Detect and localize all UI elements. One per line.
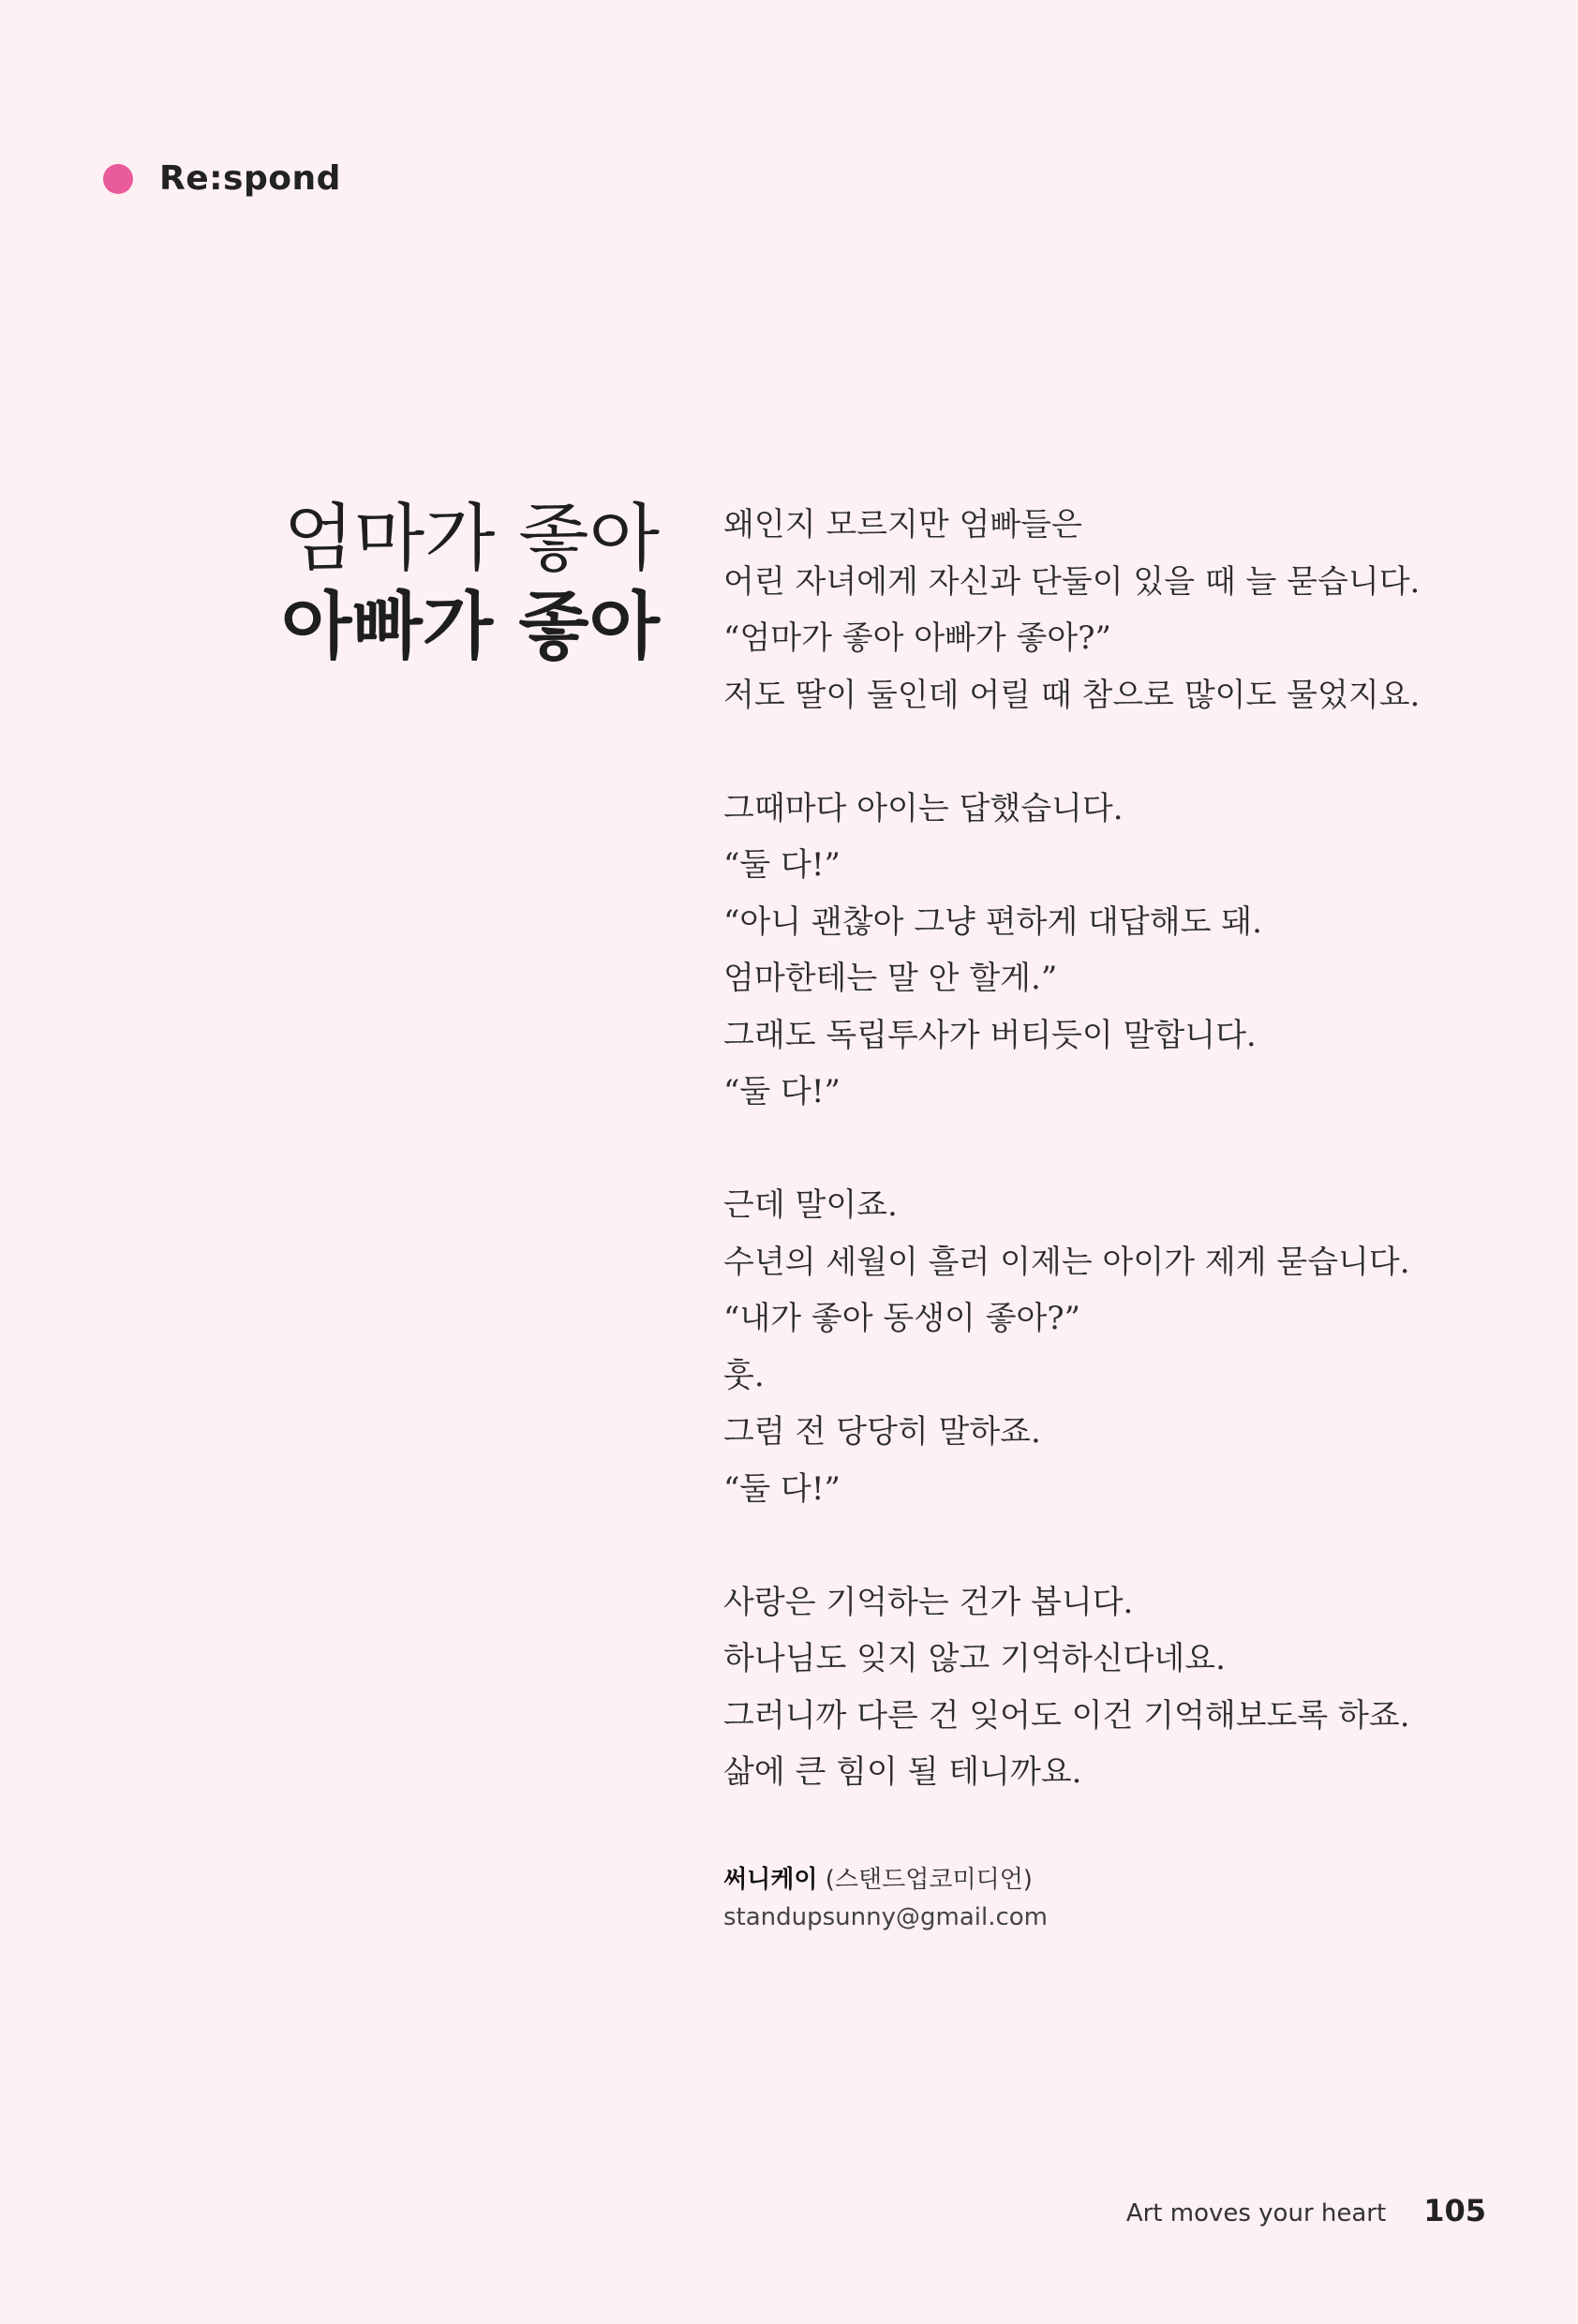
body-line: “엄마가 좋아 아빠가 좋아?” [723, 619, 1111, 657]
author-role: (스탠드업코미디언) [825, 1866, 1033, 1894]
author-name: 써니케이 [723, 1866, 818, 1894]
footer-slogan: Art moves your heart [1125, 2199, 1387, 2227]
author-email[interactable]: standupsunny@gmail.com [723, 1903, 1049, 1931]
body-line: 근데 말이죠. [723, 1186, 898, 1224]
section-tag [103, 159, 341, 198]
author-credit [723, 1861, 1048, 1936]
page-footer [1126, 2193, 1486, 2228]
body-line: 사랑은 기억하는 건가 봅니다. [723, 1583, 1134, 1621]
article-body [723, 497, 1473, 1801]
body-line: “둘 다!” [723, 846, 841, 884]
section-dot-icon [103, 164, 133, 194]
body-line: “둘 다!” [723, 1073, 841, 1110]
body-line: 그때마다 아이는 답했습니다. [723, 789, 1124, 827]
title-line-1: 엄마가 좋아 [283, 497, 660, 581]
section-label: Re:spond [159, 159, 341, 198]
body-line: 어린 자녀에게 자신과 단둘이 있을 때 늘 묻습니다. [723, 562, 1421, 601]
body-line: “아니 괜찮아 그냥 편하게 대답해도 돼. [723, 902, 1262, 941]
body-line: 훗. [723, 1356, 765, 1394]
body-line: 삶에 큰 힘이 될 테니까요. [723, 1753, 1082, 1791]
body-line: 그래도 독립투사가 버티듯이 말합니다. [723, 1016, 1257, 1054]
paragraph [723, 1177, 1473, 1517]
body-line: “둘 다!” [723, 1469, 841, 1508]
body-line: 그러니까 다른 건 잊어도 이건 기억해보도록 하죠. [723, 1696, 1410, 1735]
paragraph [723, 781, 1473, 1121]
paragraph [723, 497, 1473, 723]
body-line: “내가 좋아 동생이 좋아?” [723, 1300, 1081, 1337]
paragraph [723, 1574, 1473, 1801]
body-line: 하나님도 잊지 않고 기억하신다네요. [723, 1640, 1226, 1677]
title-line-2: 아빠가 좋아 [281, 584, 660, 669]
body-line: 왜인지 모르지만 엄빠들은 [723, 506, 1082, 544]
article-title [281, 495, 660, 671]
page-number: 105 [1423, 2193, 1486, 2228]
body-line: 수년의 세월이 흘러 이제는 아이가 제게 묻습니다. [723, 1243, 1410, 1281]
body-line: 엄마한테는 말 안 할게.” [723, 960, 1058, 997]
body-line: 저도 딸이 둘인데 어릴 때 참으로 많이도 물었지요. [723, 676, 1421, 714]
body-line: 그럼 전 당당히 말하죠. [723, 1413, 1041, 1451]
